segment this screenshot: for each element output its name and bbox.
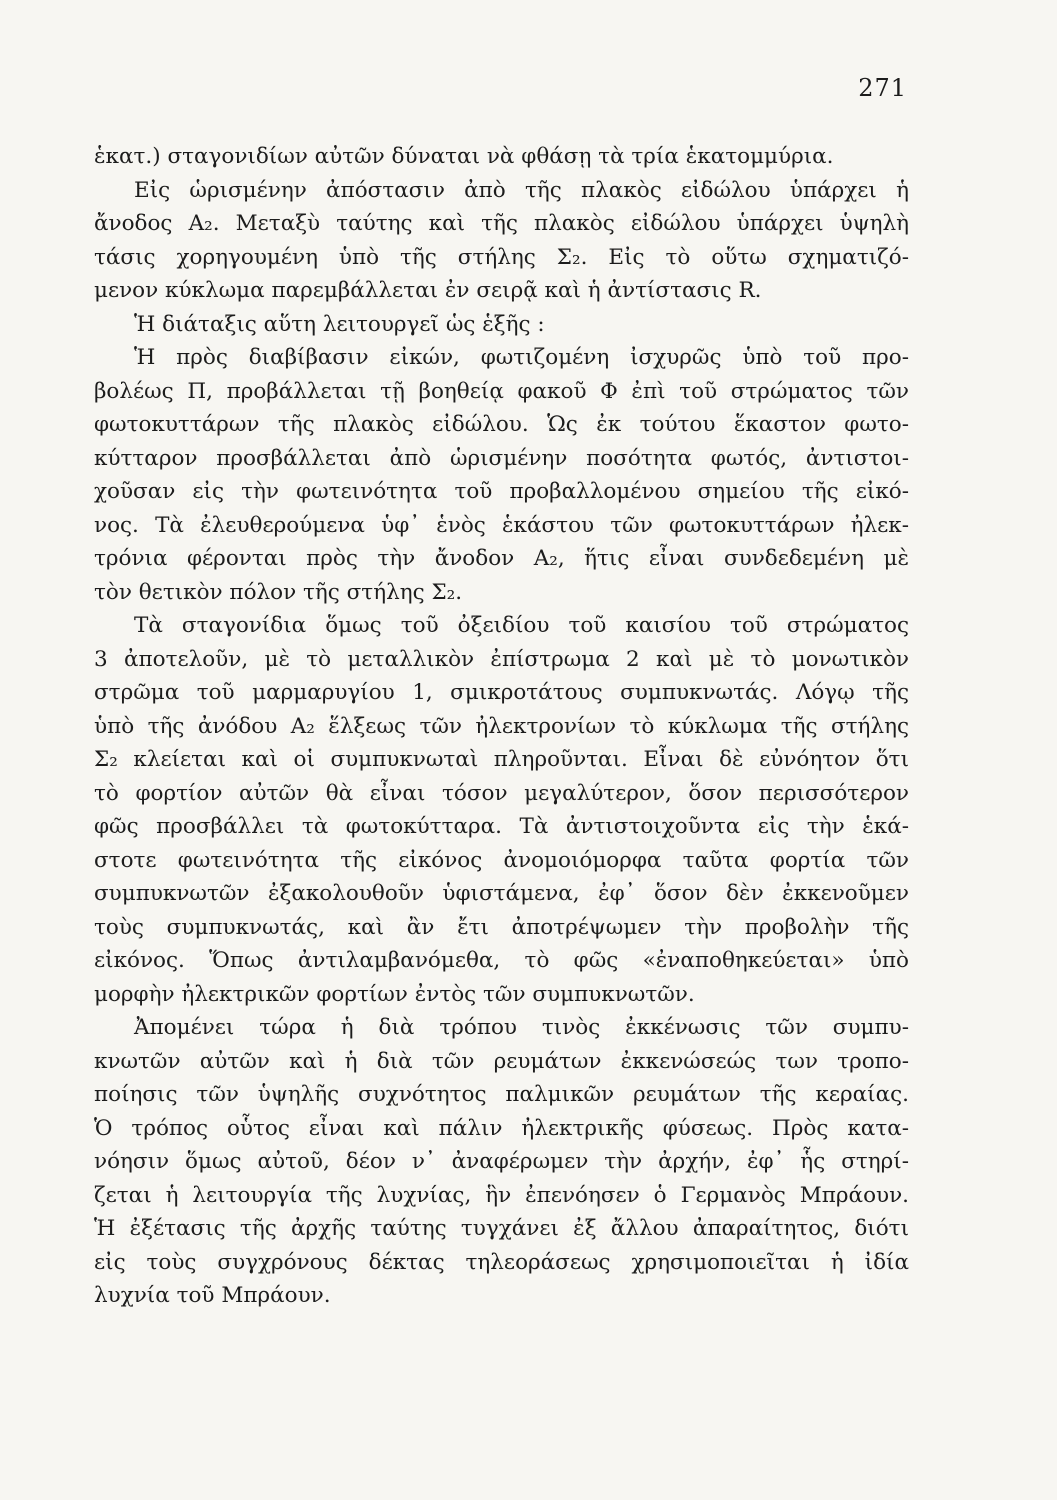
- text-line: Σ₂ κλείεται καὶ οἱ συμπυκνωταὶ πληροῦνται. Εἶναι δὲ εὐνόητον ὅτι: [94, 747, 909, 772]
- text-line: Ἡ πρὸς διαβίβασιν εἰκών, φωτιζομένη ἰσχυρῶς ὑπὸ τοῦ προ-: [134, 345, 909, 370]
- text-line: εἰς τοὺς συγχρόνους δέκτας τηλεοράσεως χρησιμοποιεῖται ἡ ἰδία: [94, 1249, 909, 1275]
- text-line: φῶς προσβάλλει τὰ φωτοκύτταρα. Τὰ ἀντιστοιχοῦντα εἰς τὴν ἑκά-: [94, 814, 909, 839]
- text-line: τὸν θετικὸν πόλον τῆς στήλης Σ₂.: [94, 579, 463, 605]
- text-line: μορφὴν ἠλεκτρικῶν φορτίων ἐντὸς τῶν συμπυκνωτῶν.: [94, 981, 695, 1007]
- text-line: στοτε φωτεινότητα τῆς εἰκόνος ἀνομοιόμορφα ταῦτα φορτία τῶν: [94, 847, 909, 873]
- text-line: εἰκόνος. Ὅπως ἀντιλαμβανόμεθα, τὸ φῶς «ἐναποθηκεύεται» ὑπὸ: [94, 948, 909, 973]
- text-line: τοὺς συμπυκνωτάς, καὶ ἂν ἔτι ἀποτρέψωμεν τὴν προβολὴν τῆς: [94, 914, 909, 940]
- text-line: φωτοκυττάρων τῆς πλακὸς εἰδώλου. Ὡς ἐκ τούτου ἕκαστον φωτο-: [94, 412, 909, 437]
- text-line: λυχνία τοῦ Μπράουν.: [94, 1283, 331, 1308]
- text-line: βολέως Π, προβάλλεται τῇ βοηθείᾳ φακοῦ Φ ἐπὶ τοῦ στρώματος τῶν: [94, 378, 909, 404]
- text-line: Ἡ ἐξέτασις τῆς ἀρχῆς ταύτης τυγχάνει ἐξ ἄλλου ἀπαραίτητος, διότι: [94, 1216, 909, 1241]
- text-line: Τὰ σταγονίδια ὅμως τοῦ ὀξειδίου τοῦ καισίου τοῦ στρώματος: [134, 613, 909, 638]
- text-line: κύτταρον προσβάλλεται ἀπὸ ὡρισμένην ποσότητα φωτός, ἀντιστοι-: [94, 445, 909, 471]
- text-line: μενον κύκλωμα παρεμβάλλεται ἐν σειρᾷ καὶ ἡ ἀντίστασις R.: [94, 278, 762, 303]
- text-line: συμπυκνωτῶν ἐξακολουθοῦν ὑφιστάμενα, ἐφ᾽ ὅσον δὲν ἐκκενοῦμεν: [94, 881, 909, 906]
- text-line: τάσις χορηγουμένη ὑπὸ τῆς στήλης Σ₂. Εἰς τὸ οὕτω σχηματιζό-: [94, 244, 909, 270]
- text-line: Εἰς ὡρισμένην ἀπόστασιν ἀπὸ τῆς πλακὸς εἰδώλου ὑπάρχει ἡ: [134, 177, 909, 203]
- text-line: ποίησις τῶν ὑψηλῆς συχνότητος παλμικῶν ρευμάτων τῆς κεραίας.: [94, 1082, 909, 1107]
- text-line: τρόνια φέρονται πρὸς τὴν ἄνοδον A₂, ἥτις εἶναι συνδεδεμένη μὲ: [94, 546, 909, 571]
- text-line: στρῶμα τοῦ μαρμαρυγίου 1, σμικροτάτους συμπυκνωτάς. Λόγῳ τῆς: [94, 680, 909, 705]
- text-line: 3 ἀποτελοῦν, μὲ τὸ μεταλλικὸν ἐπίστρωμα 2 καὶ μὲ τὸ μονωτικὸν: [94, 646, 909, 672]
- text-line: ὑπὸ τῆς ἀνόδου A₂ ἕλξεως τῶν ἠλεκτρονίων τὸ κύκλωμα τῆς στήλης: [94, 713, 909, 739]
- text-line: Ἡ διάταξις αὕτη λειτουργεῖ ὡς ἑξῆς :: [134, 311, 545, 337]
- text-line: Ἀπομένει τώρα ἡ διὰ τρόπου τινὸς ἐκκένωσις τῶν συμπυ-: [134, 1015, 909, 1040]
- text-line: νος. Τὰ ἐλευθερούμενα ὑφ᾽ ἑνὸς ἑκάστου τῶν φωτοκυττάρων ἠλεκ-: [94, 512, 909, 538]
- body-text: [94, 140, 909, 1313]
- text-line: ἄνοδος A₂. Μεταξὺ ταύτης καὶ τῆς πλακὸς εἰδώλου ὑπάρχει ὑψηλὴ: [94, 211, 909, 236]
- text-line: τὸ φορτίον αὐτῶν θὰ εἶναι τόσον μεγαλύτερον, ὅσον περισσότερον: [94, 780, 909, 806]
- page-number: 271: [858, 74, 907, 102]
- text-line: ἑκατ.) σταγονιδίων αὐτῶν δύναται νὰ φθάσῃ τὰ τρία ἑκατομμύρια.: [94, 144, 834, 169]
- text-line: ζεται ἡ λειτουργία τῆς λυχνίας, ἣν ἐπενόησεν ὁ Γερμανὸς Μπράουν.: [94, 1182, 909, 1208]
- text-line: νόησιν ὅμως αὐτοῦ, δέον ν᾽ ἀναφέρωμεν τὴν ἀρχήν, ἐφ᾽ ἧς στηρί-: [94, 1149, 909, 1174]
- text-line: κνωτῶν αὐτῶν καὶ ἡ διὰ τῶν ρευμάτων ἐκκενώσεώς των τροπο-: [94, 1048, 909, 1074]
- text-line: χοῦσαν εἰς τὴν φωτεινότητα τοῦ προβαλλομένου σημείου τῆς εἰκό-: [94, 479, 909, 504]
- text-line: Ὁ τρόπος οὗτος εἶναι καὶ πάλιν ἠλεκτρικῆς φύσεως. Πρὸς κατα-: [94, 1115, 909, 1141]
